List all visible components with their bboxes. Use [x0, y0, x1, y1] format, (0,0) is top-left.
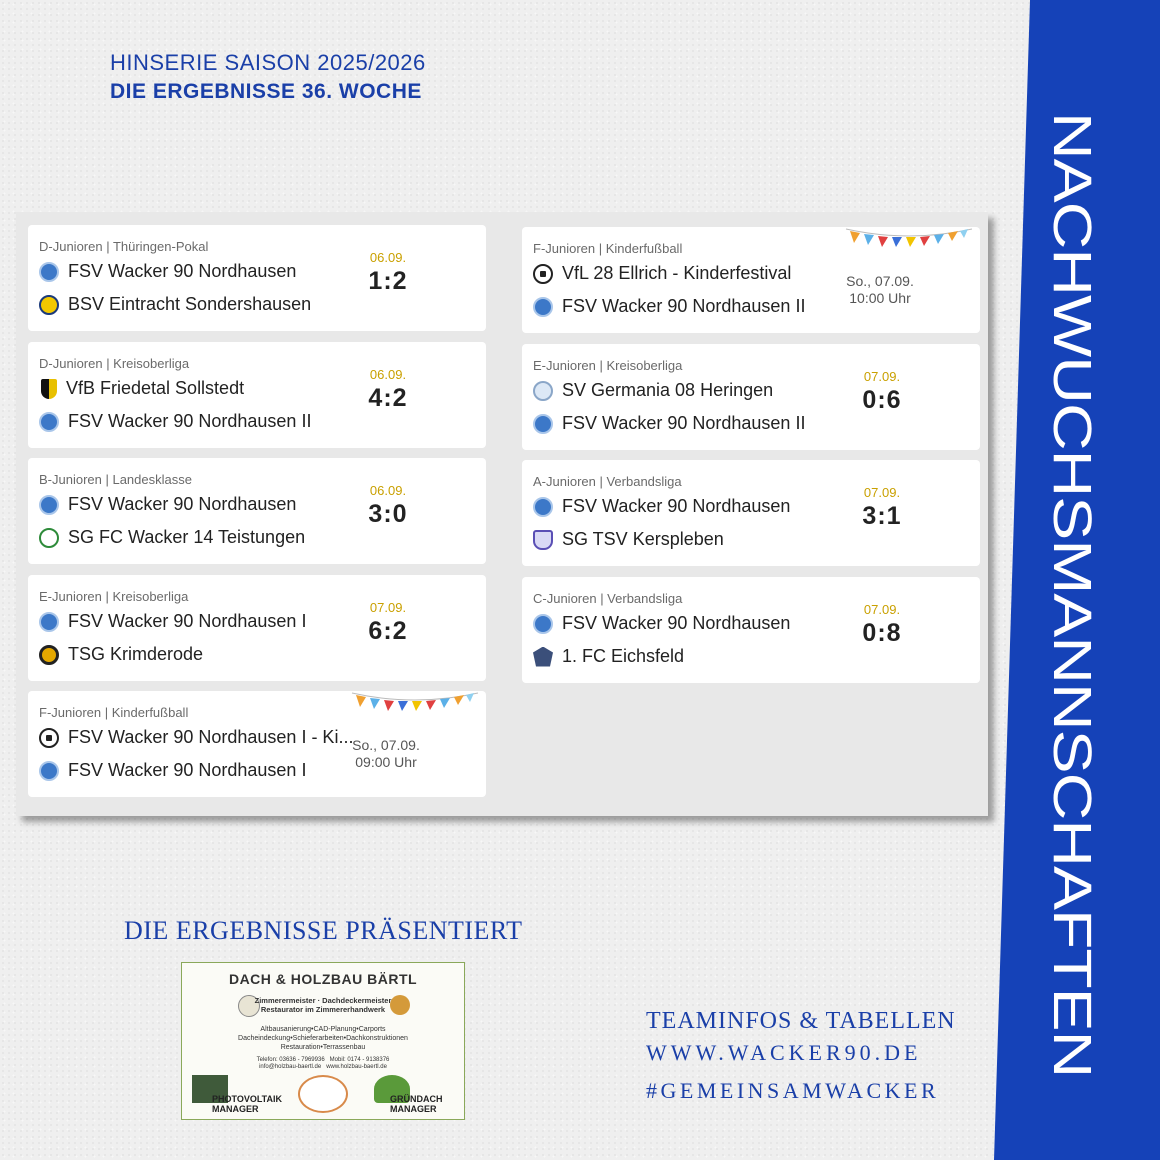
home-team: SV Germania 08 Heringen [533, 380, 773, 401]
match-score: 1:2 [368, 267, 408, 295]
sponsor-line2: Restaurator im Zimmererhandwerk [260, 1005, 386, 1014]
match-league: A-Junioren | Verbandsliga [533, 474, 682, 489]
away-team: BSV Eintracht Sondershausen [39, 294, 311, 315]
match-date: 06.09. [369, 367, 407, 382]
home-team: FSV Wacker 90 Nordhausen [39, 261, 296, 282]
sponsor-name: DACH & HOLZBAU BÄRTL [228, 971, 418, 987]
match-league: D-Junioren | Thüringen-Pokal [39, 239, 209, 254]
sponsor-services2: Dacheindeckung•Schieferarbeiten•Dachkonstruktionen [238, 1035, 408, 1042]
match-date: 07.09. [863, 602, 901, 617]
sponsor-services1: Altbausanierung•CAD-Planung•Carports [260, 1026, 386, 1033]
teaminfo-link[interactable]: TEAMINFOS & TABELLEN [646, 1008, 956, 1034]
kerspleben-logo-icon [533, 530, 553, 550]
match-score: 0:6 [862, 386, 902, 414]
wacker-logo-icon [533, 414, 553, 434]
match-card[interactable] [522, 460, 980, 566]
house-logo-icon [298, 1075, 348, 1113]
match-card[interactable] [522, 577, 980, 683]
home-team: VfB Friedetal Sollstedt [39, 378, 244, 399]
match-card[interactable] [28, 342, 486, 448]
match-league: D-Junioren | Kreisoberliga [39, 356, 190, 371]
home-team: FSV Wacker 90 Nordhausen I - Ki... [39, 727, 353, 748]
photovoltaik-badge: PHOTOVOLTAIK MANAGER [212, 1094, 283, 1114]
soccer-ball-icon [39, 728, 59, 748]
sponsor-contact: info@holzbau-baertl.de www.holzbau-baertl.de [259, 1064, 387, 1070]
match-date: 07.09. [863, 485, 901, 500]
away-team: SG TSV Kerspleben [533, 529, 724, 550]
website-link[interactable]: WWW.WACKER90.DE [646, 1040, 922, 1065]
match-card[interactable] [522, 227, 980, 333]
match-card[interactable] [28, 458, 486, 564]
match-card[interactable] [28, 575, 486, 681]
match-card[interactable] [28, 225, 486, 331]
season-heading: HINSERIE SAISON 2025/2026 [110, 50, 426, 75]
match-score: 0:8 [862, 619, 902, 647]
side-banner-text: NACHWUCHSMANNSCHAFTEN [1042, 112, 1103, 1078]
wacker-logo-icon [533, 497, 553, 517]
kickoff-time: So., 07.09. 09:00 Uhr [352, 737, 420, 770]
teistungen-logo-icon [39, 528, 59, 548]
match-score: 3:1 [862, 502, 902, 530]
week-results-heading: DIE ERGEBNISSE 36. WOCHE [110, 80, 422, 103]
wacker-logo-icon [39, 262, 59, 282]
away-team: 1. FC Eichsfeld [533, 646, 684, 667]
match-date: 06.09. [369, 483, 407, 498]
sponsor-phone: Telefon: 03636 - 7969936 Mobil: 0174 - 9138376 [256, 1057, 390, 1063]
match-card[interactable] [28, 691, 486, 797]
match-date: 07.09. [369, 600, 407, 615]
away-team: FSV Wacker 90 Nordhausen I [39, 760, 306, 781]
gruendach-badge: GRÜNDACH MANAGER [390, 1094, 443, 1114]
home-team: FSV Wacker 90 Nordhausen [533, 613, 790, 634]
wacker-logo-icon [39, 495, 59, 515]
sondershausen-logo-icon [39, 295, 59, 315]
match-score: 6:2 [368, 617, 408, 645]
home-team: VfL 28 Ellrich - Kinderfestival [533, 263, 791, 284]
bunting-icon [350, 689, 480, 719]
krimderode-logo-icon [39, 645, 59, 665]
away-team: SG FC Wacker 14 Teistungen [39, 527, 305, 548]
hashtag: #GEMEINSAMWACKER [646, 1078, 940, 1103]
results-panel [16, 212, 988, 816]
away-team: FSV Wacker 90 Nordhausen II [533, 296, 805, 317]
match-score: 3:0 [368, 500, 408, 528]
sponsor-line1: Zimmerermeister · Dachdeckermeister [254, 996, 392, 1005]
match-date: 06.09. [369, 250, 407, 265]
match-league: F-Junioren | Kinderfußball [533, 241, 683, 256]
home-team: FSV Wacker 90 Nordhausen [39, 494, 296, 515]
wacker-logo-icon [39, 761, 59, 781]
match-league: C-Junioren | Verbandsliga [533, 591, 683, 606]
friedetal-logo-icon [41, 379, 57, 399]
soccer-ball-icon [533, 264, 553, 284]
sponsor-ad[interactable] [181, 962, 465, 1120]
wacker-logo-icon [533, 297, 553, 317]
presenter-heading: DIE ERGEBNISSE PRÄSENTIERT [124, 916, 523, 945]
home-team: FSV Wacker 90 Nordhausen I [39, 611, 306, 632]
bunting-icon [844, 225, 974, 255]
germania-logo-icon [533, 381, 553, 401]
eichsfeld-logo-icon [533, 647, 553, 667]
home-team: FSV Wacker 90 Nordhausen [533, 496, 790, 517]
match-league: E-Junioren | Kreisoberliga [533, 358, 683, 373]
wacker-logo-icon [39, 612, 59, 632]
kickoff-time: So., 07.09. 10:00 Uhr [846, 273, 914, 306]
sponsor-services3: Restauration•Terrassenbau [280, 1044, 366, 1051]
match-league: E-Junioren | Kreisoberliga [39, 589, 189, 604]
match-score: 4:2 [368, 384, 408, 412]
match-league: B-Junioren | Landesklasse [39, 472, 192, 487]
match-card[interactable] [522, 344, 980, 450]
match-date: 07.09. [863, 369, 901, 384]
away-team: FSV Wacker 90 Nordhausen II [533, 413, 805, 434]
away-team: TSG Krimderode [39, 644, 203, 665]
wacker-logo-icon [39, 412, 59, 432]
wacker-logo-icon [533, 614, 553, 634]
away-team: FSV Wacker 90 Nordhausen II [39, 411, 311, 432]
match-league: F-Junioren | Kinderfußball [39, 705, 189, 720]
